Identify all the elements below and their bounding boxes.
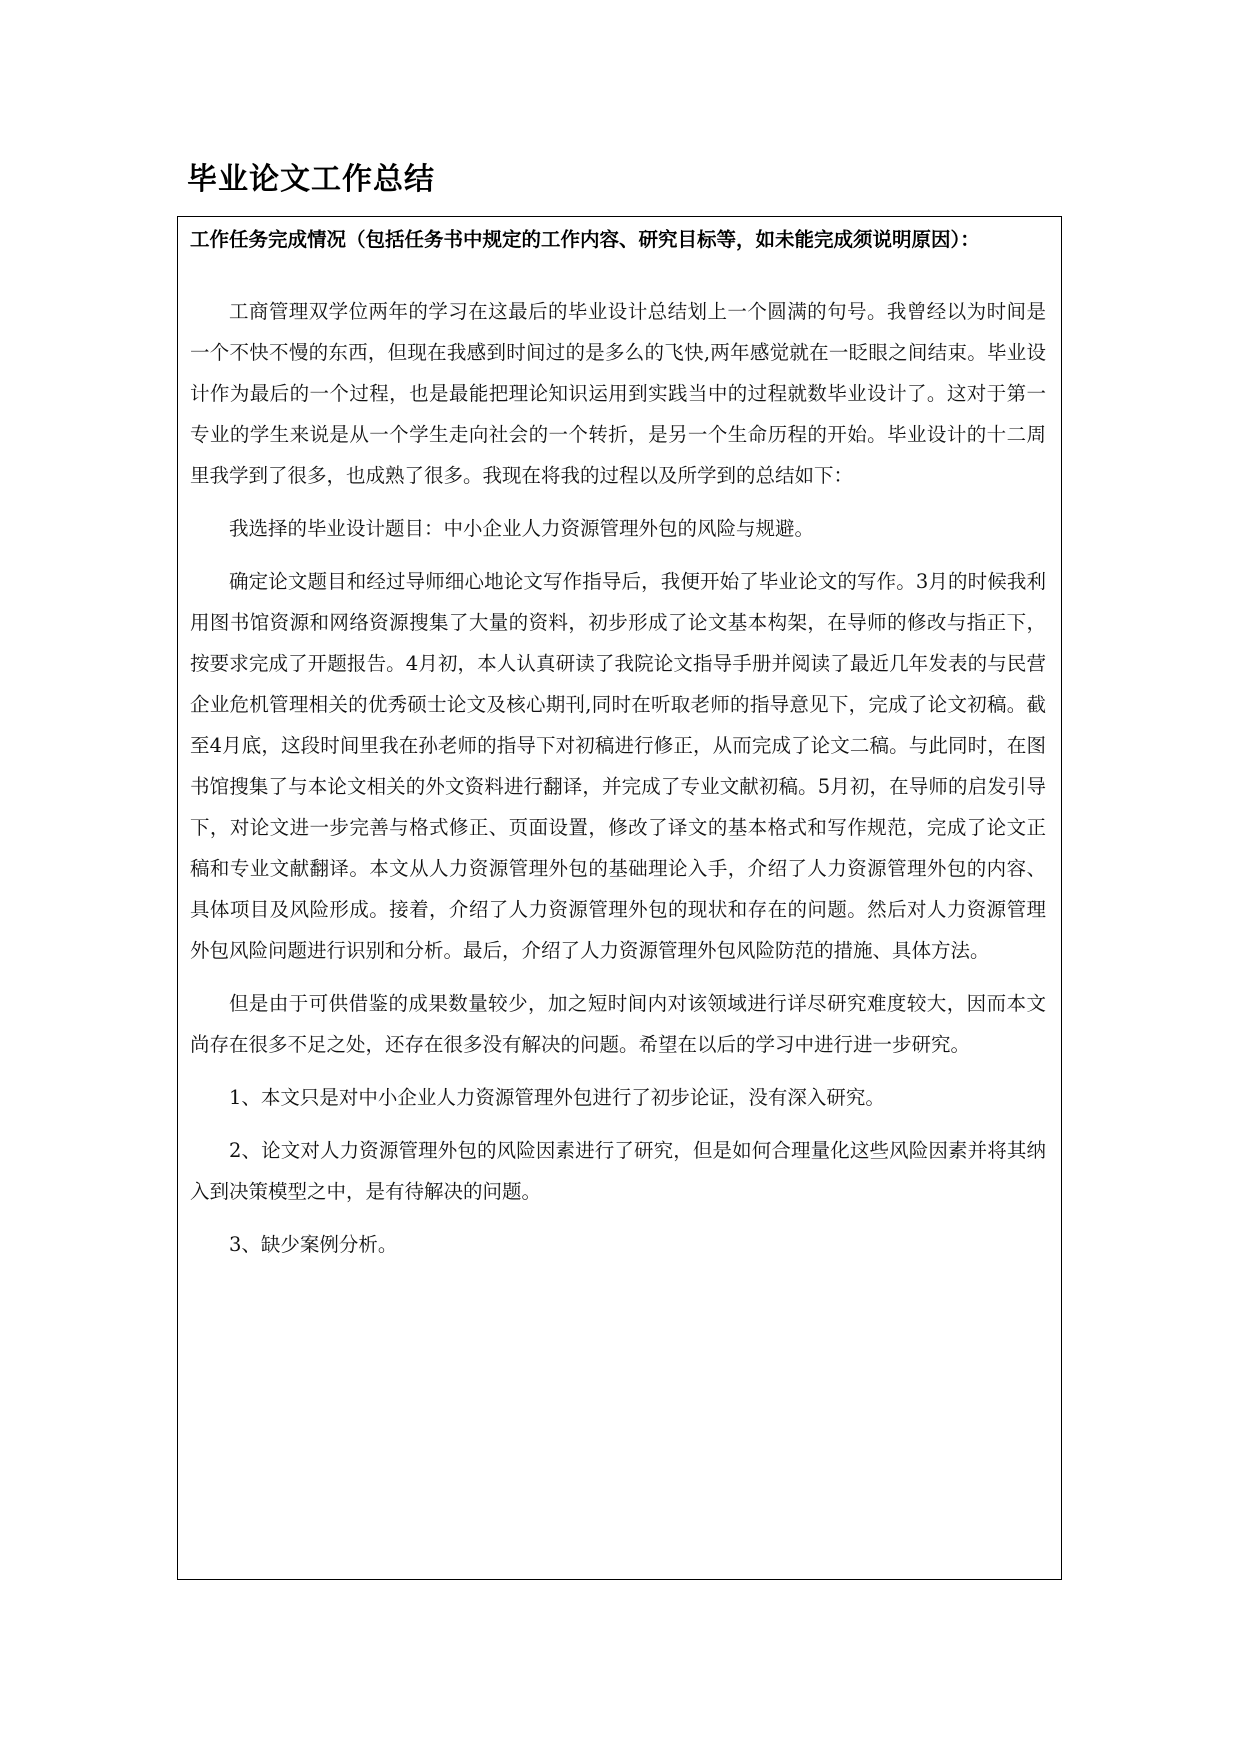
paragraph-limitations: 但是由于可供借鉴的成果数量较少，加之短时间内对该领域进行详尽研究难度较大，因而本文尚存在很多不足之处，还存在很多没有解决的问题。希望在以后的学习中进行进一步研究。 [190, 992, 1046, 1056]
paragraph-process: 确定论文题目和经过导师细心地论文写作指导后，我便开始了毕业论文的写作。3月的时候我利用图书馆资源和网络资源搜集了大量的资料，初步形成了论文基本构架，在导师的修改与指正下，按要求完成了开题报告。4月初，本人认真研读了我院论文指导手册并阅读了最近几年发表的与民营企业危机管理相关的优秀硕士论文及核心期刊,同时在听取老师的指导意见下，完成了论文初稿。截至4月底，这段时间里我在孙老师的指导下对初稿进行修正，从而完成了论文二稿。与此同时，在图书馆搜集了与本论文相关的外文资料进行翻译，并完成了专业文献初稿。5月初，在导师的启发引导下，对论文进一步完善与格式修正、页面设置，修改了译文的基本格式和写作规范，完成了论文正稿和专业文献翻译。本文从人力资源管理外包的基础理论入手，介绍了人力资源管理外包的内容、具体项目及风险形成。接着，介绍了人力资源管理外包的现状和存在的问题。然后对人力资源管理外包风险问题进行识别和分析。最后，介绍了人力资源管理外包风险防范的措施、具体方法。 [190, 570, 1046, 962]
section-heading: 工作任务完成情况（包括任务书中规定的工作内容、研究目标等，如未能完成须说明原因）： [190, 228, 980, 251]
paragraph-topic: 我选择的毕业设计题目：中小企业人力资源管理外包的风险与规避。 [229, 517, 815, 540]
list-item-limitation-1: 1、本文只是对中小企业人力资源管理外包进行了初步论证，没有深入研究。 [229, 1086, 885, 1109]
list-item-limitation-2: 2、论文对人力资源管理外包的风险因素进行了研究，但是如何合理量化这些风险因素并将其纳入到决策模型之中，是有待解决的问题。 [190, 1139, 1046, 1203]
list-item-limitation-3: 3、缺少案例分析。 [229, 1233, 398, 1256]
paragraph-intro: 工商管理双学位两年的学习在这最后的毕业设计总结划上一个圆满的句号。我曾经以为时间是一个不快不慢的东西，但现在我感到时间过的是多么的飞快,两年感觉就在一眨眼之间结束。毕业设计作为最后的一个过程，也是最能把理论知识运用到实践当中的过程就数毕业设计了。这对于第一专业的学生来说是从一个学生走向社会的一个转折，是另一个生命历程的开始。毕业设计的十二周里我学到了很多，也成熟了很多。我现在将我的过程以及所学到的总结如下： [190, 300, 1046, 487]
work-summary-box [177, 216, 1062, 1580]
page-title: 毕业论文工作总结 [187, 162, 435, 197]
summary-body [190, 291, 1046, 1277]
